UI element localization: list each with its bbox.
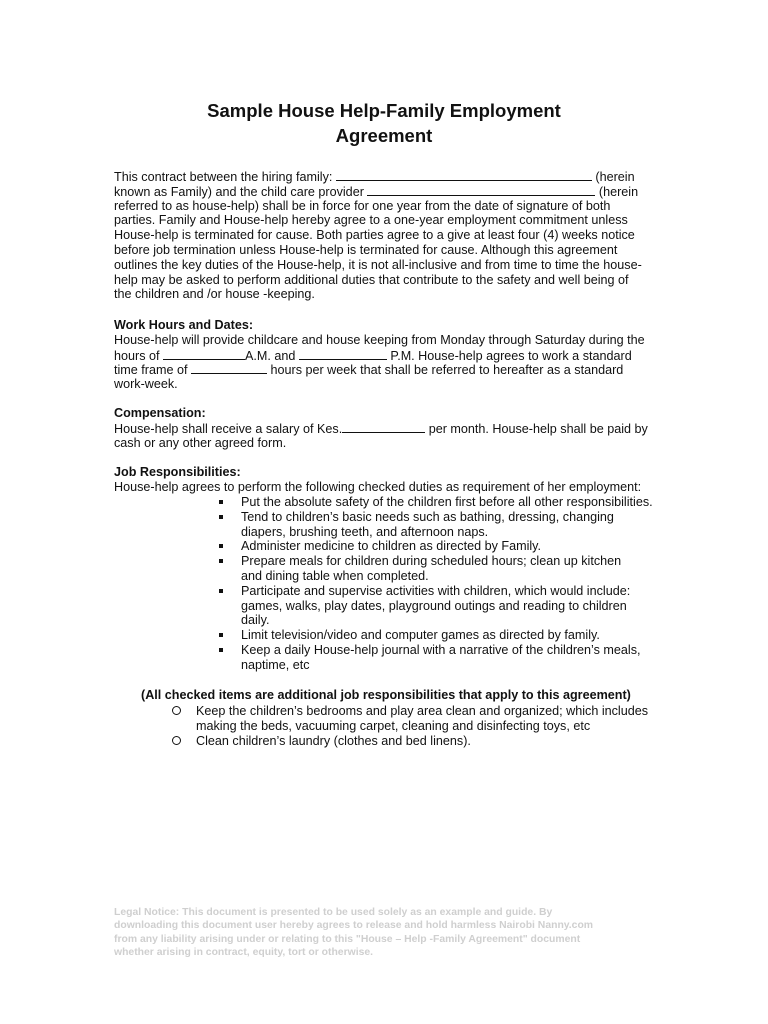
duty-item [216,510,653,540]
work-hours-text: work-week. [114,377,178,392]
square-bullet-icon [219,500,223,504]
title-line-1: Sample House Help-Family Employment [207,100,561,121]
duty-item [216,628,653,643]
square-bullet-icon [219,648,223,652]
duty-text: Limit television/video and computer games as directed by family. [241,628,600,643]
intro-text: help may be asked to perform additional duties that contribute to the safety and well being of [114,272,629,287]
legal-notice-line: downloading this document user hereby agrees to release and hold harmless Nairobi Nanny.com [114,920,594,932]
checkbox-item-text: Clean children’s laundry (clothes and bed linens). [196,733,471,748]
hours-per-week-blank [191,362,267,374]
compensation-text: per month. House-help shall be paid by [425,421,648,436]
work-hours-text: House-help will provide childcare and house keeping from Monday through Saturday during the [114,332,645,347]
checked-items-note: (All checked items are additional job responsibilities that apply to this agreement) [141,688,631,702]
square-bullet-icon [219,515,223,519]
duty-item [216,539,653,554]
job-responsibilities-intro: House-help agrees to perform the following checked duties as requirement of her employment: [114,479,642,494]
job-responsibilities-heading: Job Responsibilities: [114,465,241,479]
legal-notice-line: from any liability arising under or relating to this "House – Help -Family Agreement" document [114,933,581,945]
duty-item [216,495,653,510]
checkbox-item-list [170,704,648,748]
intro-paragraph [114,169,654,302]
duty-item [216,584,653,628]
legal-notice-line: Legal Notice: This document is presented to be used solely as an example and guide. By [114,907,553,918]
legal-notice-line: whether arising in contract, equity, tort or otherwise. [114,947,374,959]
square-bullet-icon [219,633,223,637]
work-hours-text: P.M. House-help agrees to work a standard [386,348,632,363]
intro-text: parties. Family and House-help hereby agree to a one-year employment commitment unless [114,213,628,228]
intro-text: This contract between the hiring family: [114,170,336,184]
duty-text: Tend to children’s basic needs such as bathing, dressing, changing [241,509,614,524]
duty-text: Administer medicine to children as directed by Family. [241,539,542,554]
duty-item [216,554,653,584]
work-hours-text: time frame of [114,363,191,378]
intro-text: known as Family) and the child care provider [114,184,368,199]
checkbox-item[interactable] [170,704,648,734]
compensation-text: House-help shall receive a salary of Kes. [114,421,343,436]
duty-text: diapers, brushing teeth, and afternoon naps. [241,524,489,539]
square-bullet-icon [219,544,223,548]
compensation-heading: Compensation: [114,406,206,420]
document-title [0,98,768,148]
work-hours-heading: Work Hours and Dates: [114,318,254,332]
work-hours-text: A.M. and [245,348,299,363]
end-time-blank [299,348,387,360]
square-bullet-icon [219,559,223,563]
compensation-text: cash or any other agreed form. [114,435,287,450]
duty-item [216,643,653,673]
work-hours-text: hours per week that shall be referred to hereafter as a standard [266,363,624,378]
intro-text: the children and /or house -keeping. [114,287,315,302]
hiring-family-blank [336,169,592,181]
checkbox-item-text: making the beds, vacuuming carpet, cleaning and disinfecting toys, etc [196,718,591,733]
intro-text: before job termination unless House-help is terminated for cause. Although this agreement [114,242,618,257]
checkbox-item-text: Keep the children’s bedrooms and play area clean and organized; which includes [196,704,649,718]
duty-text: games, walks, play dates, playground outings and reading to children [241,598,627,613]
duty-text: daily. [241,613,270,628]
care-provider-blank [367,184,595,196]
start-time-blank [163,348,245,360]
intro-text: referred to as house-help) shall be in force for one year from the date of signature of both [114,198,611,213]
intro-text: (herein [591,170,635,184]
title-line-2: Agreement [335,125,433,146]
duty-text: Keep a daily House-help journal with a narrative of the children’s meals, [241,642,641,657]
duty-text: Prepare meals for children during scheduled hours; clean up kitchen [241,554,622,569]
legal-notice [114,906,654,960]
compensation-section [114,406,654,450]
duty-text: and dining table when completed. [241,568,429,583]
duty-text: naptime, etc [241,657,310,672]
square-bullet-icon [219,589,223,593]
circle-checkbox-icon[interactable] [172,706,181,715]
intro-text: outlines the key duties of the House-help, it is not all-inclusive and from time to time the house- [114,257,642,272]
circle-checkbox-icon[interactable] [172,736,181,745]
work-hours-section [114,318,654,392]
job-responsibilities-section [114,465,654,495]
duty-bullet-list [216,495,653,673]
salary-blank [342,421,425,433]
duty-text: Put the absolute safety of the children first before all other responsibilities. [241,495,653,509]
intro-text: House-help is terminated for cause. Both parties agree to a give at least four (4) weeks notice [114,228,635,243]
checkbox-item[interactable] [170,734,648,749]
work-hours-text: hours of [114,348,164,363]
intro-text: (herein [595,184,639,199]
duty-text: Participate and supervise activities with children, which would include: [241,583,631,598]
